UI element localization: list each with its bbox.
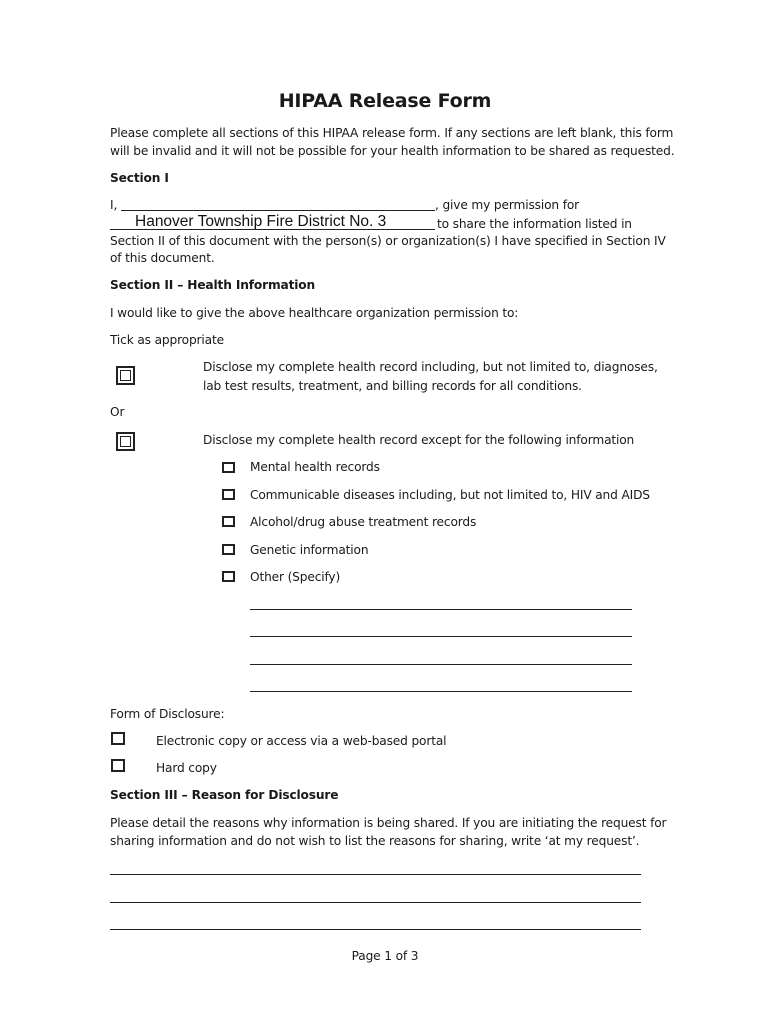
reason-line-1[interactable] bbox=[110, 874, 641, 875]
option-2-text: Disclose my complete health record except for the following information bbox=[203, 433, 635, 447]
reason-line-2[interactable] bbox=[110, 902, 641, 903]
electronic-copy-checkbox[interactable] bbox=[111, 732, 125, 745]
section-2-heading: Section II – Health Information bbox=[110, 278, 316, 292]
mental-health-checkbox[interactable] bbox=[222, 462, 235, 473]
section-3-line-2: sharing information and do not wish to list the reasons for sharing, write ‘at my request’. bbox=[110, 834, 640, 848]
section-1-line-4: of this document. bbox=[110, 251, 215, 265]
intro-line-1: Please complete all sections of this HIPAA release form. If any sections are left blank, this form bbox=[110, 126, 674, 140]
disclosure-hard-copy: Hard copy bbox=[156, 761, 217, 775]
section-3-line-1: Please detail the reasons why information is being shared. If you are initiating the request for bbox=[110, 816, 667, 830]
or-label: Or bbox=[110, 405, 125, 419]
alcohol-drug-checkbox[interactable] bbox=[222, 516, 235, 527]
share-text: to share the information listed in bbox=[437, 217, 632, 231]
disclosure-label: Form of Disclosure: bbox=[110, 707, 225, 721]
option-1-checkbox[interactable] bbox=[116, 366, 135, 385]
other-specify-line-1[interactable] bbox=[250, 609, 632, 610]
option-1-line-1: Disclose my complete health record including, but not limited to, diagnoses, bbox=[203, 360, 658, 374]
option-2-checkbox[interactable] bbox=[116, 432, 135, 451]
disclosure-electronic: Electronic copy or access via a web-based portal bbox=[156, 734, 447, 748]
communicable-diseases-checkbox[interactable] bbox=[222, 489, 235, 500]
genetic-checkbox[interactable] bbox=[222, 544, 235, 555]
other-specify-line-2[interactable] bbox=[250, 636, 632, 637]
tick-instruction: Tick as appropriate bbox=[110, 333, 224, 347]
name-blank-line[interactable] bbox=[121, 210, 435, 211]
section-2-intro: I would like to give the above healthcare organization permission to: bbox=[110, 306, 519, 320]
other-specify-line-3[interactable] bbox=[250, 664, 632, 665]
organization-blank-line bbox=[110, 229, 435, 230]
intro-line-2: will be invalid and it will not be possible for your health information to be shared as requested. bbox=[110, 144, 675, 158]
reason-line-3[interactable] bbox=[110, 929, 641, 930]
hard-copy-checkbox[interactable] bbox=[111, 759, 125, 772]
section-3-heading: Section III – Reason for Disclosure bbox=[110, 788, 339, 802]
exception-mental-health: Mental health records bbox=[250, 460, 380, 474]
page-number: Page 1 of 3 bbox=[351, 949, 419, 963]
section-1-line-3: Section II of this document with the person(s) or organization(s) I have specified in Section IV bbox=[110, 234, 666, 248]
exception-other: Other (Specify) bbox=[250, 570, 341, 584]
page-title: HIPAA Release Form bbox=[278, 90, 492, 112]
permission-text: , give my permission for bbox=[435, 198, 580, 212]
option-1-line-2: lab test results, treatment, and billing records for all conditions. bbox=[203, 379, 582, 393]
section-1-prefix: I, bbox=[110, 198, 118, 212]
organization-name-field[interactable]: Hanover Township Fire District No. 3 bbox=[135, 213, 387, 230]
section-1-heading: Section I bbox=[110, 171, 169, 185]
exception-communicable-diseases: Communicable diseases including, but not limited to, HIV and AIDS bbox=[250, 488, 650, 502]
exception-genetic: Genetic information bbox=[250, 543, 369, 557]
exception-alcohol-drug: Alcohol/drug abuse treatment records bbox=[250, 515, 477, 529]
other-checkbox[interactable] bbox=[222, 571, 235, 582]
other-specify-line-4[interactable] bbox=[250, 691, 632, 692]
